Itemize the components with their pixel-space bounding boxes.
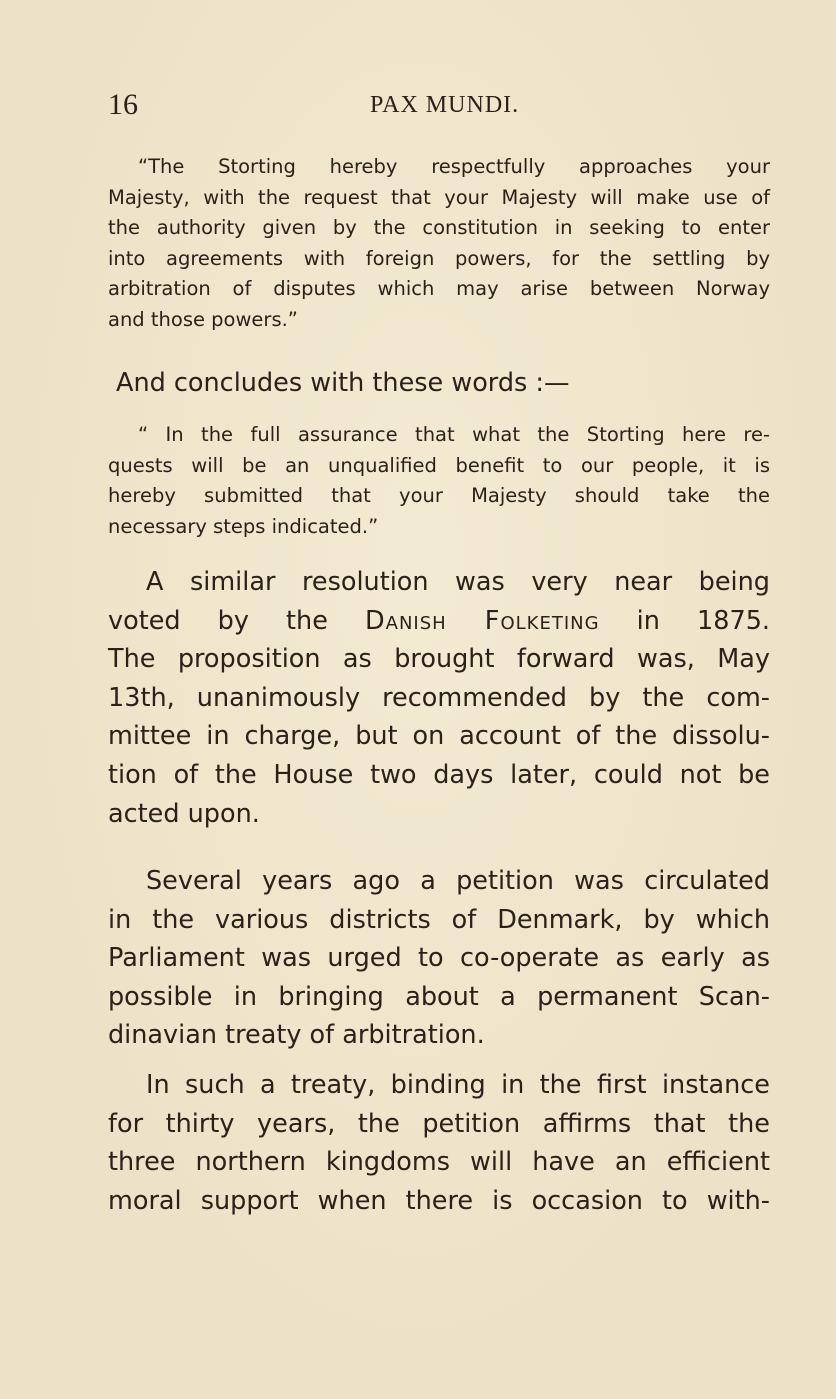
running-title: PAX MUNDI. [370,92,520,118]
text-line: tion of the House two days later, could not be [108,759,770,790]
text-line: in the various districts of Denmark, by which [108,904,770,935]
text-line: three northern kingdoms will have an efficient [108,1147,770,1178]
treaty-paragraph [108,1066,770,1220]
text-line: mittee in charge, but on account of the dissolu- [108,721,770,752]
text-line: Majesty, with the request that your Majesty will make use of [108,185,770,209]
danish-folketing-name: Danish Folketing [365,605,600,636]
danish-folketing-paragraph [108,563,770,833]
text-line: Parliament was urged to co-operate as early as [108,943,770,974]
text-line: The proposition as brought forward was, May [108,644,770,675]
text-line: for thirty years, the petition affirms that the [108,1108,770,1139]
text-line: and those powers.” [108,307,298,331]
text-line: Several years ago a petition was circulated [146,866,770,896]
page-header [108,88,768,124]
text-fragment: voted by the [108,605,328,636]
text-line: “The Storting hereby respectfully approaches your [138,155,770,178]
text-line: hereby submitted that your Majesty should take the [108,484,770,507]
concludes-line [108,364,770,403]
text-line: quests will be an unqualified benefit to our people, it is [108,453,770,477]
text-line: And concludes with these words :— [116,368,570,398]
text-line: 13th, unanimously recommended by the com- [108,682,770,713]
petition-paragraph [108,862,770,1055]
text-line: “ In the full assurance that what the Storting here re- [138,423,770,446]
text-line: moral support when there is occasion to with- [108,1185,770,1216]
text-line: possible in bringing about a permanent Scan- [108,981,770,1012]
storting-quote [108,152,770,335]
text-line: acted upon. [108,798,260,829]
text-line: In such a treaty, binding in the first instance [146,1070,770,1100]
text-line: the authority given by the constitution in seeking to enter [108,216,770,239]
text-line: necessary steps indicated.” [108,514,379,538]
page-number: 16 [108,88,138,121]
conclusion-quote [108,420,770,542]
text-line: dinavian treaty of arbitration. [108,1020,485,1051]
text-line: arbitration of disputes which may arise between Norway [108,277,770,300]
text-fragment: in 1875. [636,605,771,636]
text-line: A similar resolution was very near being [146,567,770,597]
text-line: into agreements with foreign powers, for the settling by [108,246,770,270]
text-line [108,602,770,641]
